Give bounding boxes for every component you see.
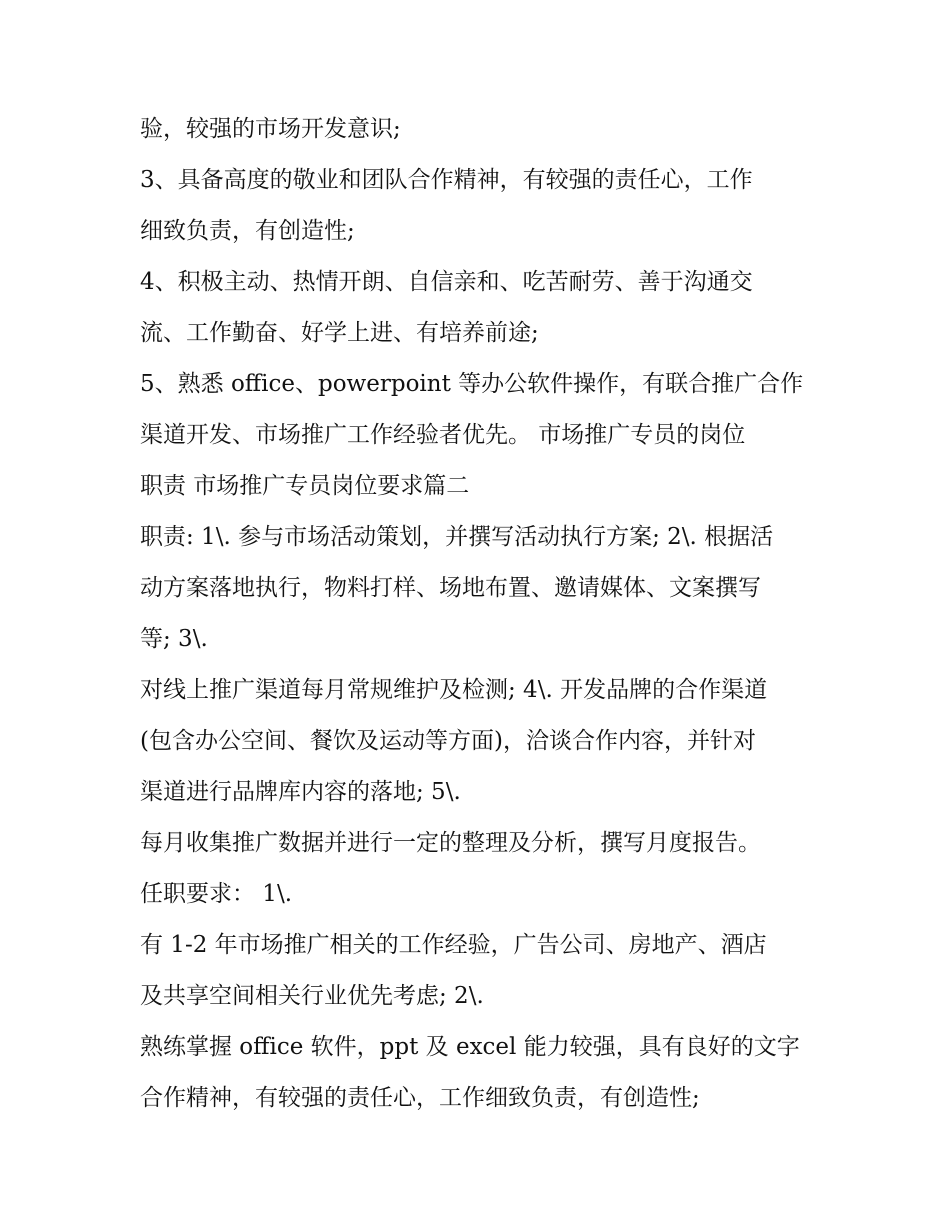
text-line: 验，较强的市场开发意识; bbox=[140, 116, 401, 142]
document-body bbox=[140, 104, 830, 1124]
text-line: 合作精神，有较强的责任心，工作细致负责，有创造性; bbox=[140, 1085, 700, 1111]
text-line: 渠道开发、市场推广工作经验者优先。 市场推广专员的岗位 bbox=[140, 422, 746, 448]
text-line: 对线上推广渠道每月常规维护及检测; 4\. 开发品牌的合作渠道 bbox=[140, 677, 768, 703]
text-line: 每月收集推广数据并进行一定的整理及分析，撰写月度报告。 bbox=[140, 830, 761, 856]
text-line: 细致负责，有创造性; bbox=[140, 218, 355, 244]
text-line: 渠道进行品牌库内容的落地; 5\. bbox=[140, 779, 461, 805]
text-line: 任职要求： 1\. bbox=[140, 881, 293, 907]
text-line: 及共享空间相关行业优先考虑; 2\. bbox=[140, 983, 484, 1009]
text-line: 有 1-2 年市场推广相关的工作经验，广告公司、房地产、酒店 bbox=[140, 932, 767, 958]
text-line: 职责 市场推广专员岗位要求篇二 bbox=[140, 473, 470, 499]
text-line: 等; 3\. bbox=[140, 626, 208, 652]
text-line: 3、具备高度的敬业和团队合作精神，有较强的责任心，工作 bbox=[140, 167, 753, 193]
text-line: 4、积极主动、热情开朗、自信亲和、吃苦耐劳、善于沟通交 bbox=[140, 269, 753, 295]
text-line: (包含办公空间、餐饮及运动等方面)，洽谈合作内容，并针对 bbox=[140, 728, 756, 754]
text-line: 熟练掌握 office 软件，ppt 及 excel 能力较强，具有良好的文字 bbox=[140, 1034, 800, 1060]
text-line: 动方案落地执行，物料打样、场地布置、邀请媒体、文案撰写 bbox=[140, 575, 761, 601]
text-line: 流、工作勤奋、好学上进、有培养前途; bbox=[140, 320, 539, 346]
text-line: 5、熟悉 office、powerpoint 等办公软件操作，有联合推广合作 bbox=[140, 371, 804, 397]
text-line: 职责: 1\. 参与市场活动策划，并撰写活动执行方案; 2\. 根据活 bbox=[140, 524, 774, 550]
